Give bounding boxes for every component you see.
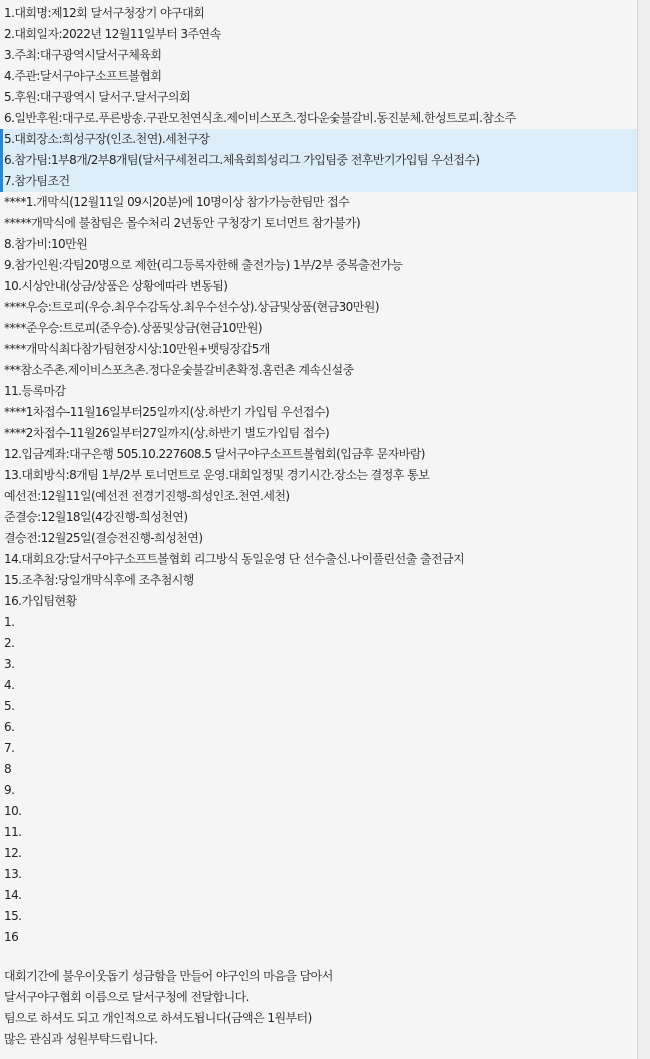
text-line: 준결승:12월18일(4강진행-희성천연) bbox=[4, 510, 188, 524]
text-line: 2.대회일자:2022년 12월11일부터 3주연속 bbox=[4, 27, 221, 41]
text-line: 11. bbox=[4, 825, 22, 839]
notice-lines bbox=[0, 3, 637, 948]
text-line: 13. bbox=[4, 867, 22, 881]
text-line: 10.시상안내(상금/상품은 상황에따라 변동됨) bbox=[4, 279, 228, 293]
paragraph-gap bbox=[0, 948, 637, 966]
text-line: 9.참가인원:각팀20명으로 제한(리그등록자한해 출전가능) 1부/2부 중복출전가능 bbox=[4, 258, 403, 272]
text-line: 6.일반후원:대구로.푸른방송.구관모천연식초.제이비스포츠.정다운숯불갈비.동진분체.한성트로피.참소주 bbox=[4, 111, 516, 125]
closing-message bbox=[0, 966, 637, 1050]
text-line: ***참소주촌.제이비스포츠촌.정다운숯불갈비촌확정.홈런촌 계속신설중 bbox=[4, 363, 354, 377]
text-line: 7. bbox=[4, 741, 15, 755]
text-line: 14. bbox=[4, 888, 22, 902]
text-line: 5. bbox=[4, 699, 15, 713]
text-line: 3. bbox=[4, 657, 15, 671]
text-line: 11.등록마감 bbox=[4, 384, 66, 398]
text-line: ****1차접수-11월16일부터25일까지(상.하반기 가입팀 우선접수) bbox=[4, 405, 330, 419]
text-line: ****준우승:트로피(준우승).상품및상금(현금10만원) bbox=[4, 321, 263, 335]
closing-line: 달서구야구협회 이름으로 달서구청에 전달합니다. bbox=[4, 990, 249, 1004]
text-line: 8 bbox=[4, 762, 12, 776]
text-line: 15.조추첨:당일개막식후에 조추첨시행 bbox=[4, 573, 194, 587]
highlighted-text-line: 5.대회장소:희성구장(인조.천연).세천구장 bbox=[0, 129, 637, 150]
text-line: 12.입금계좌:대구은행 505.10.227608.5 달서구야구소프트볼협회(입금후 문자바람) bbox=[4, 447, 425, 461]
text-line: 5.후원:대구광역시 달서구.달서구의회 bbox=[4, 90, 191, 104]
text-line: 4. bbox=[4, 678, 15, 692]
text-line: 4.주관:달서구야구소프트볼협회 bbox=[4, 69, 162, 83]
text-line: ****개막식최다참가팀현장시상:10만원+뱃팅장갑5개 bbox=[4, 342, 270, 356]
text-line: 8.참가비:10만원 bbox=[4, 237, 88, 251]
closing-line: 대회기간에 불우이웃돕기 성금함을 만들어 야구인의 마음을 담아서 bbox=[4, 969, 333, 983]
highlighted-text-line: 6.참가팀:1부8개/2부8개팀(달서구세천리그.체육회희성리그 가입팀중 전후반기가입팀 우선접수) bbox=[0, 150, 637, 171]
text-line: 16 bbox=[4, 930, 19, 944]
text-line: 결승전:12월25일(결승전진행-희성천연) bbox=[4, 531, 203, 545]
text-line: 13.대회방식:8개팀 1부/2부 토너먼트로 운영.대회일정및 경기시간.장소는 결정후 통보 bbox=[4, 468, 430, 482]
text-line: 12. bbox=[4, 846, 22, 860]
text-line: 예선전:12월11일(예선전 전경기진행-희성인조.천연.세천) bbox=[4, 489, 290, 503]
text-line: 1.대회명:제12회 달서구청장기 야구대회 bbox=[4, 6, 205, 20]
text-line: *****개막식에 불참팀은 몰수처리 2년동안 구청장기 토너먼트 참가불가) bbox=[4, 216, 361, 230]
text-line: ****우승:트로피(우승.최우수감독상.최우수선수상).상금및상품(현금30만원) bbox=[4, 300, 379, 314]
text-line: 10. bbox=[4, 804, 22, 818]
text-line: 3.주최:대구광역시달서구체육회 bbox=[4, 48, 162, 62]
text-line: 1. bbox=[4, 615, 15, 629]
text-line: 15. bbox=[4, 909, 22, 923]
text-line: 6. bbox=[4, 720, 15, 734]
text-line: 2. bbox=[4, 636, 15, 650]
text-line: ****2차접수-11월26일부터27일까지(상.하반기 별도가입팀 접수) bbox=[4, 426, 330, 440]
text-line: 16.가입팀현황 bbox=[4, 594, 77, 608]
closing-line: 팀으로 하셔도 되고 개인적으로 하셔도됩니다(금액은 1원부터) bbox=[4, 1011, 312, 1025]
text-line: 14.대회요강:달서구야구소프트볼협회 리그방식 동일운영 단 선수출신.나이풀린선출 출전금지 bbox=[4, 552, 465, 566]
text-line: ****1.개막식(12월11일 09시20분)에 10명이상 참가가능한팀만 접수 bbox=[4, 195, 350, 209]
highlighted-text-line: 7.참가팀조건 bbox=[0, 171, 637, 192]
closing-line: 많은 관심과 성원부탁드립니다. bbox=[4, 1032, 158, 1046]
text-line: 9. bbox=[4, 783, 15, 797]
